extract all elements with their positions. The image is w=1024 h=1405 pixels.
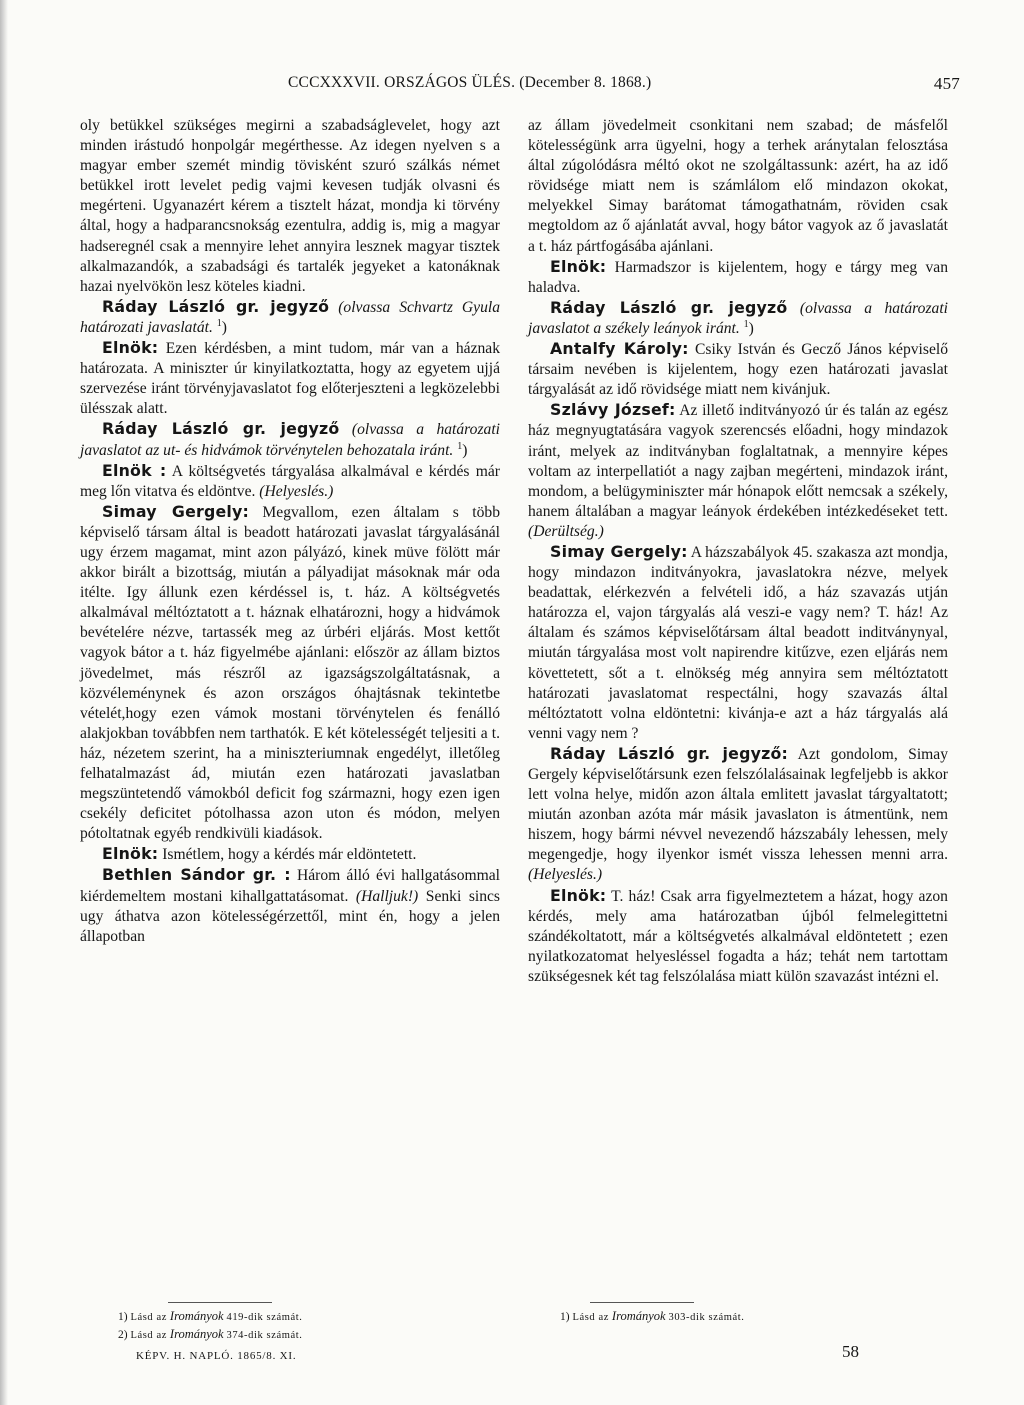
paragraph: oly betükkel szükséges megirni a szabadságlevelet, hogy azt minden irástudó honpolgár megérthesse. Az idegen nyelven s a magyar ember szemét mindig tövisként szuró szálkás német betükkel irott levelet pedig vajmi kevesen tudják olvasni és megérteni. Ugyanazért kérem a tisztelt házat, mondja ki törvény által, hogy a hadparancsnokság ezentulra, addig is, mig a magyar hadseregnél csak a mennyire lehet annyira lesznek magyar tisztek alkalmazandók, a szabadsági és tartalék jegyeket a katonáknak hazai nyelvökön lesz köteles kiadni. [80, 117, 500, 295]
speech-paragraph [80, 502, 500, 845]
stage-note: (Helyeslés.) [259, 482, 334, 500]
footnote-marker: 1 [457, 440, 463, 452]
imprint: KÉPV. H. NAPLÓ. 1865/8. XI. [136, 1350, 297, 1362]
speech-text: A költségvetés tárgyalása alkalmával e kérdés már meg lőn vitatva és eldöntve. [80, 462, 500, 500]
speech-paragraph [528, 339, 948, 400]
paragraph: az állam jövedelmeit csonkitani nem szabad; de másfelől kötelességünk arra ügyelni, hogy a terhek aránytalan felosztása által zúgolódásra méltó okot ne szolgáltassunk: azért, ha az idő rövidsége miatt nem is számlálom elő mindazon okokat, melyekkel Simay barátomat támogathatnám, röviden csak megtoldom az ő ajánlatát avval, hogy bátor vagyok az ő javaslatát a t. ház pártfogásába ajánlani. [528, 117, 948, 255]
speaker-name: Simay Gergely: [550, 541, 688, 561]
speech-text: Az illető inditványozó úr és talán az egész ház megnyugtatására vagyok szerencsés előadni, hogy mindazok iránt, melyek az inditványban foglaltatnak, a mennyire képes voltam az interpellatiót a nagy zajban megérteni, mindazok iránt, mondom, a belügyminiszter már hónapok előtt nemcsak a székely, hanem általában a magyar leányok érdekében intézkedéseket tett. [528, 402, 948, 520]
speech-paragraph [80, 865, 500, 946]
speech-text: T. ház! Csak arra figyelmeztetem a házat, hogy azon kérdés, mely ama határozatban újból felmelegittetni szándékoltatott, már a költségvetés alkalmával eldöntetett ; ezen nyilatkozatomat helyesléssel fogadta a ház; tehát nem tartottam szükségesnek két tag felszólalása miatt külön szavazást intézni el. [528, 887, 948, 985]
speech-paragraph [528, 744, 948, 886]
speech-paragraph [528, 298, 948, 339]
footnote-rule [590, 1302, 694, 1303]
stage-note: (Derültség.) [528, 522, 604, 540]
page-header [80, 74, 960, 98]
footnote-rule [168, 1302, 272, 1303]
speech-paragraph [528, 542, 948, 744]
footnote-ref: Irományok [169, 1309, 224, 1323]
closing-paren: ) [462, 441, 468, 459]
speech-paragraph [80, 844, 500, 865]
footnote-text: 419-dik számát. [226, 1312, 303, 1323]
stage-note: (Halljuk!) [355, 887, 419, 905]
session-title: CCCXXXVII. ORSZÁGOS ÜLÉS. (December 8. 1868.) [288, 74, 652, 91]
speech-paragraph [80, 338, 500, 419]
stage-note: (olvassa a határozati javaslatot a székely leányok iránt. [528, 299, 949, 337]
speech-text: Harmadszor is kijelentem, hogy e tárgy meg van haladva. [528, 258, 948, 296]
speaker-name: Ráday László gr. jegyző [102, 419, 340, 439]
footnote-left-2 [118, 1326, 498, 1344]
speech-text: Azt gondolom, Simay Gergely képviselőtársunk ezen felszólalásainak legfeljebb is akkor lett volna helye, midőn azon általa emlitett javaslat tárgyaltatott; miután azonban azóta már másik javaslaton is átmentünk, nem hiszem, hogy bármi névvel nevezendő házszabály lehessen, mely megengedje, hogy ilyenkor ismét vissza lehessen menni arra. [528, 745, 948, 864]
speech-paragraph [528, 257, 948, 298]
speech-text: Ismétlem, hogy a kérdés már eldöntetett. [162, 846, 417, 864]
footnote-marker: 1 [216, 317, 222, 329]
speaker-name: Elnök: [102, 844, 159, 864]
speech-paragraph [80, 419, 500, 460]
footnote-text: Lásd az [572, 1312, 610, 1323]
speaker-name: Ráday László gr. jegyző [550, 297, 788, 317]
speech-paragraph [528, 886, 948, 987]
speech-text: A házszabályok 45. szakasza azt mondja, hogy mindazon inditványokra, javaslatokra nézve, melyek beadattak, elérkezvén a felvételi idő, a ház szavazás utján határozza el, vajon tárgyalás alá veszi-e vagy nem? T. ház! Az általam és számos képviselőtársam által beadott inditványnyal, miután tárgyalása most volt napirendre kitűzve, ezen eljárás nem követtetett, sőt a t. elnökség még annyira sem méltóztatott határozati javaslatomat respectálni, hogy szavazás által méltóztatott volna eldöntetni: kivánja-e azt a ház tárgyalás alá venni vagy nem ? [528, 543, 949, 742]
closing-paren: ) [748, 319, 754, 337]
speech-paragraph [80, 297, 500, 338]
footnote-text: 303-dik számát. [668, 1312, 745, 1323]
speaker-name: Ráday László gr. jegyző: [550, 743, 789, 763]
speaker-name: Elnök : [102, 460, 167, 480]
sheet-number: 58 [842, 1342, 859, 1361]
speech-text: Megvallom, ezen általam s több képviselő társam által is beadott határozati javaslat tárgyalásánál ugy érzem magamat, mint azon pályázó, kinek müve fölött már akkor birált a bizottság, miután a pályadijat másoknak már oda itélte. Igy állunk ezen kérdéssel is, t. ház. A költségvetés alkalmával méltóztatott a t. háznak elhatározni, hogy a hidvámok bevételére nézve, tartassék meg az úrbéri eljárás. Most kettőt vagyok bátor a t. ház figyelmébe ajánlani: először az állam biztos jövedelmet, más részről az igazságszolgáltatásnak, a közvéleménynek és azon országos óhajtásnak tekintetbe vételét,hogy ezen vámok mostani törvénytelen és fenálló alakjokban továbbfen nem tarthatók. E két kötelességét teljesiti a t. ház, nézetem szerint, ha a miniszteriumnak engedélyt, illetőleg felhatalmazást ád, miután ezen határozati javaslatban megszüntetendő vámokból deficit fog származni, hogy ezen igen csekély deficitet pótolhassa azon uton és módon, melyen pótoltatnak egyéb rendkivüli kiadások. [80, 503, 500, 843]
speech-text: Csiky István és Gecző János képviselő társaim nevében is kijelentem, hogy ezen határozati javaslat tárgyalását az idő rövidsége miatt nem kivánjuk. [528, 341, 948, 399]
footnote-left-1 [118, 1308, 498, 1326]
speaker-name: Simay Gergely: [102, 501, 250, 521]
speaker-name: Bethlen Sándor gr. : [102, 865, 291, 885]
footnote-marker: 1 [743, 318, 749, 330]
speaker-name: Elnök: [102, 338, 159, 358]
footnote-mark: 1) [118, 1311, 128, 1323]
footnote-text: Lásd az [130, 1312, 168, 1323]
footnote-mark: 2) [118, 1329, 128, 1341]
right-column [528, 116, 948, 987]
speech-text: Senki sincs ugy áthatva azon kötelességérzettől, mint én, hogy a jelen állapotban [80, 887, 501, 945]
left-column [80, 116, 500, 947]
footnote-text: 374-dik számát. [226, 1330, 303, 1341]
speech-text: Ezen kérdésben, a mint tudom, már van a háznak határozata. A miniszter úr kinyilatkoztatta, hogy az egyetem ujjá szervezése iránt törvényjavaslatot fog előterjeszteni a legközelebbi ülésszak alatt. [80, 340, 500, 418]
footnote-text: Lásd az [130, 1330, 168, 1341]
speech-text: Három álló évi hallgatásommal kiérdemeltem mostani kihallgattatásomat. [80, 867, 500, 905]
footnote-right-1 [560, 1308, 940, 1326]
speaker-name: Antalfy Károly: [550, 339, 689, 359]
speech-paragraph [80, 461, 500, 502]
page-number: 457 [933, 74, 960, 93]
stage-note: (Helyeslés.) [528, 866, 603, 884]
speaker-name: Elnök: [550, 256, 607, 276]
speaker-name: Ráday László gr. jegyző [102, 296, 330, 316]
speech-paragraph [528, 400, 948, 542]
stage-note: (olvassa a határozati javaslatot az ut- és hidvámok törvénytelen behozatala iránt. [80, 421, 501, 459]
footnote-ref: Irományok [169, 1327, 224, 1341]
footnote-ref: Irományok [611, 1309, 666, 1323]
speaker-name: Elnök: [550, 885, 607, 905]
footnote-mark: 1) [560, 1311, 570, 1323]
stage-note: (olvassa Schvartz Gyula határozati javaslatát. [80, 298, 500, 336]
speaker-name: Szlávy József: [550, 400, 676, 420]
page-edge-shadow [0, 0, 8, 1405]
closing-paren: ) [221, 318, 227, 336]
